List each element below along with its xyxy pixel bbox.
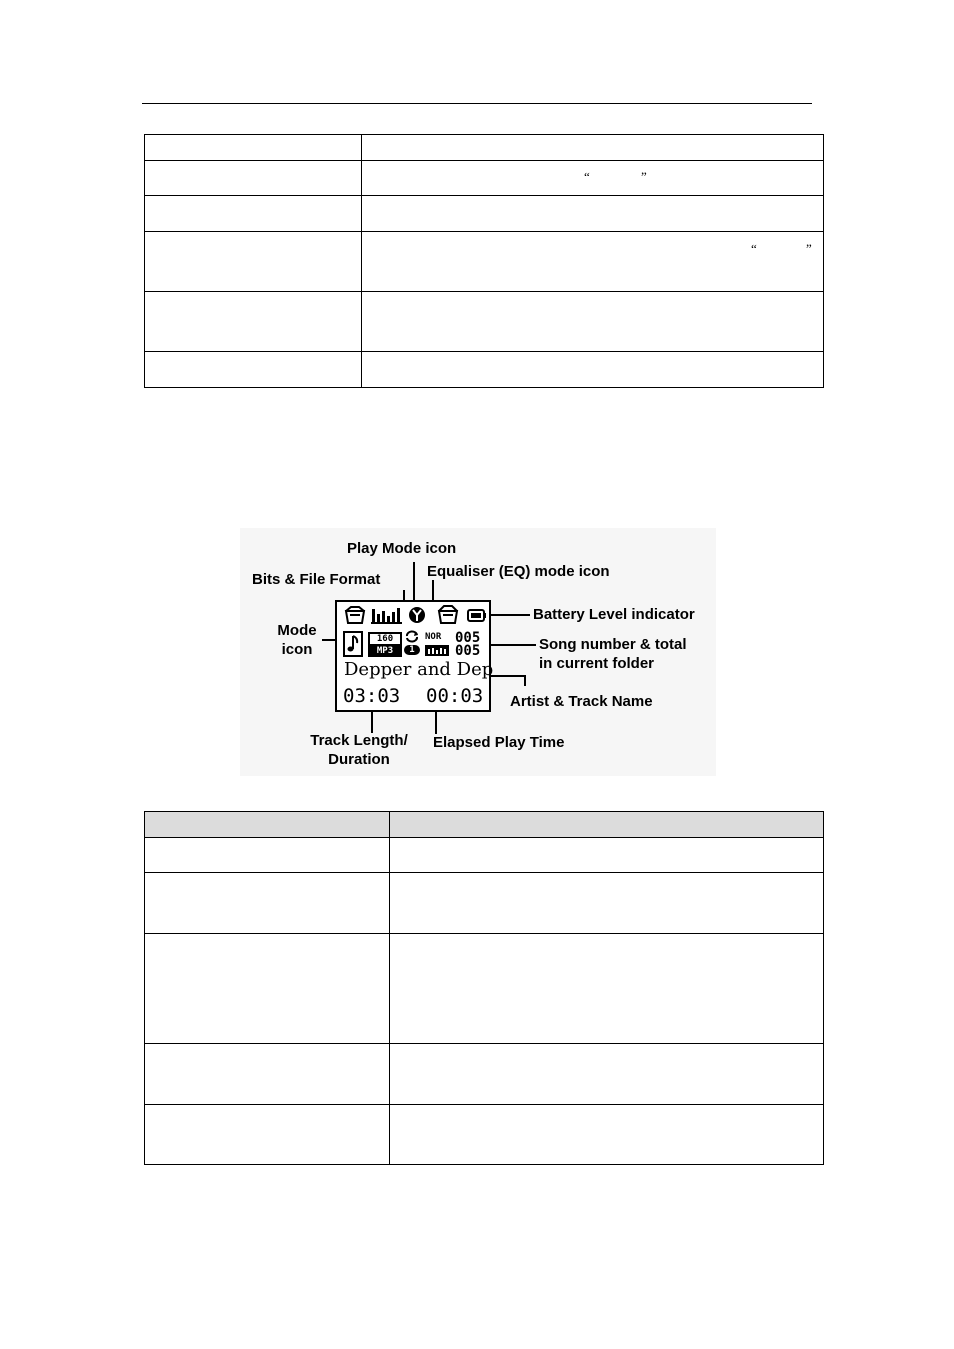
label-song-number (539, 635, 687, 673)
header-rule (142, 103, 812, 104)
label-battery: Battery Level indicator (533, 606, 695, 623)
label-elapsed: Elapsed Play Time (433, 734, 565, 751)
table-header-row (145, 812, 824, 838)
record-icon (408, 606, 426, 624)
label-line: icon (281, 641, 313, 658)
table-cell (390, 873, 824, 934)
display-diagram (240, 528, 716, 776)
table-row (145, 232, 824, 292)
table-row (145, 838, 824, 873)
music-note-mode-icon (343, 631, 363, 657)
equalizer-bars-icon (371, 605, 405, 624)
label-track-length (300, 731, 418, 769)
table-row (145, 292, 824, 352)
table-cell (362, 161, 824, 196)
table-row (145, 161, 824, 196)
table-cell (145, 934, 390, 1044)
table-cell (390, 1044, 824, 1105)
table-cell (145, 196, 362, 232)
close-quote: ” (806, 241, 812, 256)
table-cell (145, 1044, 390, 1105)
folder-icon (343, 606, 367, 624)
table-cell (362, 352, 824, 388)
bitrate-readout: 160 (368, 632, 402, 646)
table-lower (144, 811, 824, 1165)
label-artist-track: Artist & Track Name (510, 693, 653, 710)
table-row (145, 1105, 824, 1165)
table-cell (362, 292, 824, 352)
lcd-screen (335, 600, 494, 712)
track-length-time: 03:03 (343, 685, 401, 707)
table-row (145, 873, 824, 934)
table-cell (362, 196, 824, 232)
label-line: Song number & total (539, 636, 687, 653)
table-row (145, 352, 824, 388)
table-cell (362, 232, 824, 292)
table-upper (144, 134, 824, 388)
close-quote: ” (641, 169, 647, 184)
table-cell (145, 1105, 390, 1165)
label-play-mode: Play Mode icon (347, 540, 457, 557)
table-cell (145, 161, 362, 196)
open-quote: “ (751, 241, 757, 256)
battery-icon (467, 609, 487, 622)
folder-icon (437, 605, 459, 624)
table-header-cell (390, 812, 824, 838)
table-cell (145, 352, 362, 388)
open-quote: “ (584, 169, 590, 184)
table-cell (390, 1105, 824, 1165)
elapsed-time: 00:03 (426, 685, 484, 707)
table-row (145, 1044, 824, 1105)
table-row (145, 934, 824, 1044)
label-line: in current folder (539, 655, 655, 672)
table-cell (145, 838, 390, 873)
table-cell (145, 135, 362, 161)
table-cell (145, 292, 362, 352)
table-cell (362, 135, 824, 161)
label-line: Duration (328, 751, 390, 768)
table-row (145, 196, 824, 232)
table-cell (390, 934, 824, 1044)
table-cell (145, 232, 362, 292)
table-cell (390, 838, 824, 873)
repeat-count: 1 (404, 645, 420, 655)
eq-level-icon (425, 645, 449, 656)
label-line: Track Length/ (310, 732, 408, 749)
eq-readout: NOR (425, 632, 442, 642)
track-name: Depper and Dep (344, 659, 494, 680)
song-total: 005 (455, 643, 481, 659)
label-line: Mode (277, 622, 317, 639)
table-row (145, 135, 824, 161)
label-mode-icon (272, 621, 322, 659)
label-eq-mode: Equaliser (EQ) mode icon (427, 563, 610, 580)
table-header-cell (145, 812, 390, 838)
table-cell (145, 873, 390, 934)
song-number: 005 (455, 630, 481, 646)
repeat-icon (404, 630, 420, 643)
format-readout: MP3 (368, 645, 402, 657)
label-bits-format: Bits & File Format (252, 571, 381, 588)
